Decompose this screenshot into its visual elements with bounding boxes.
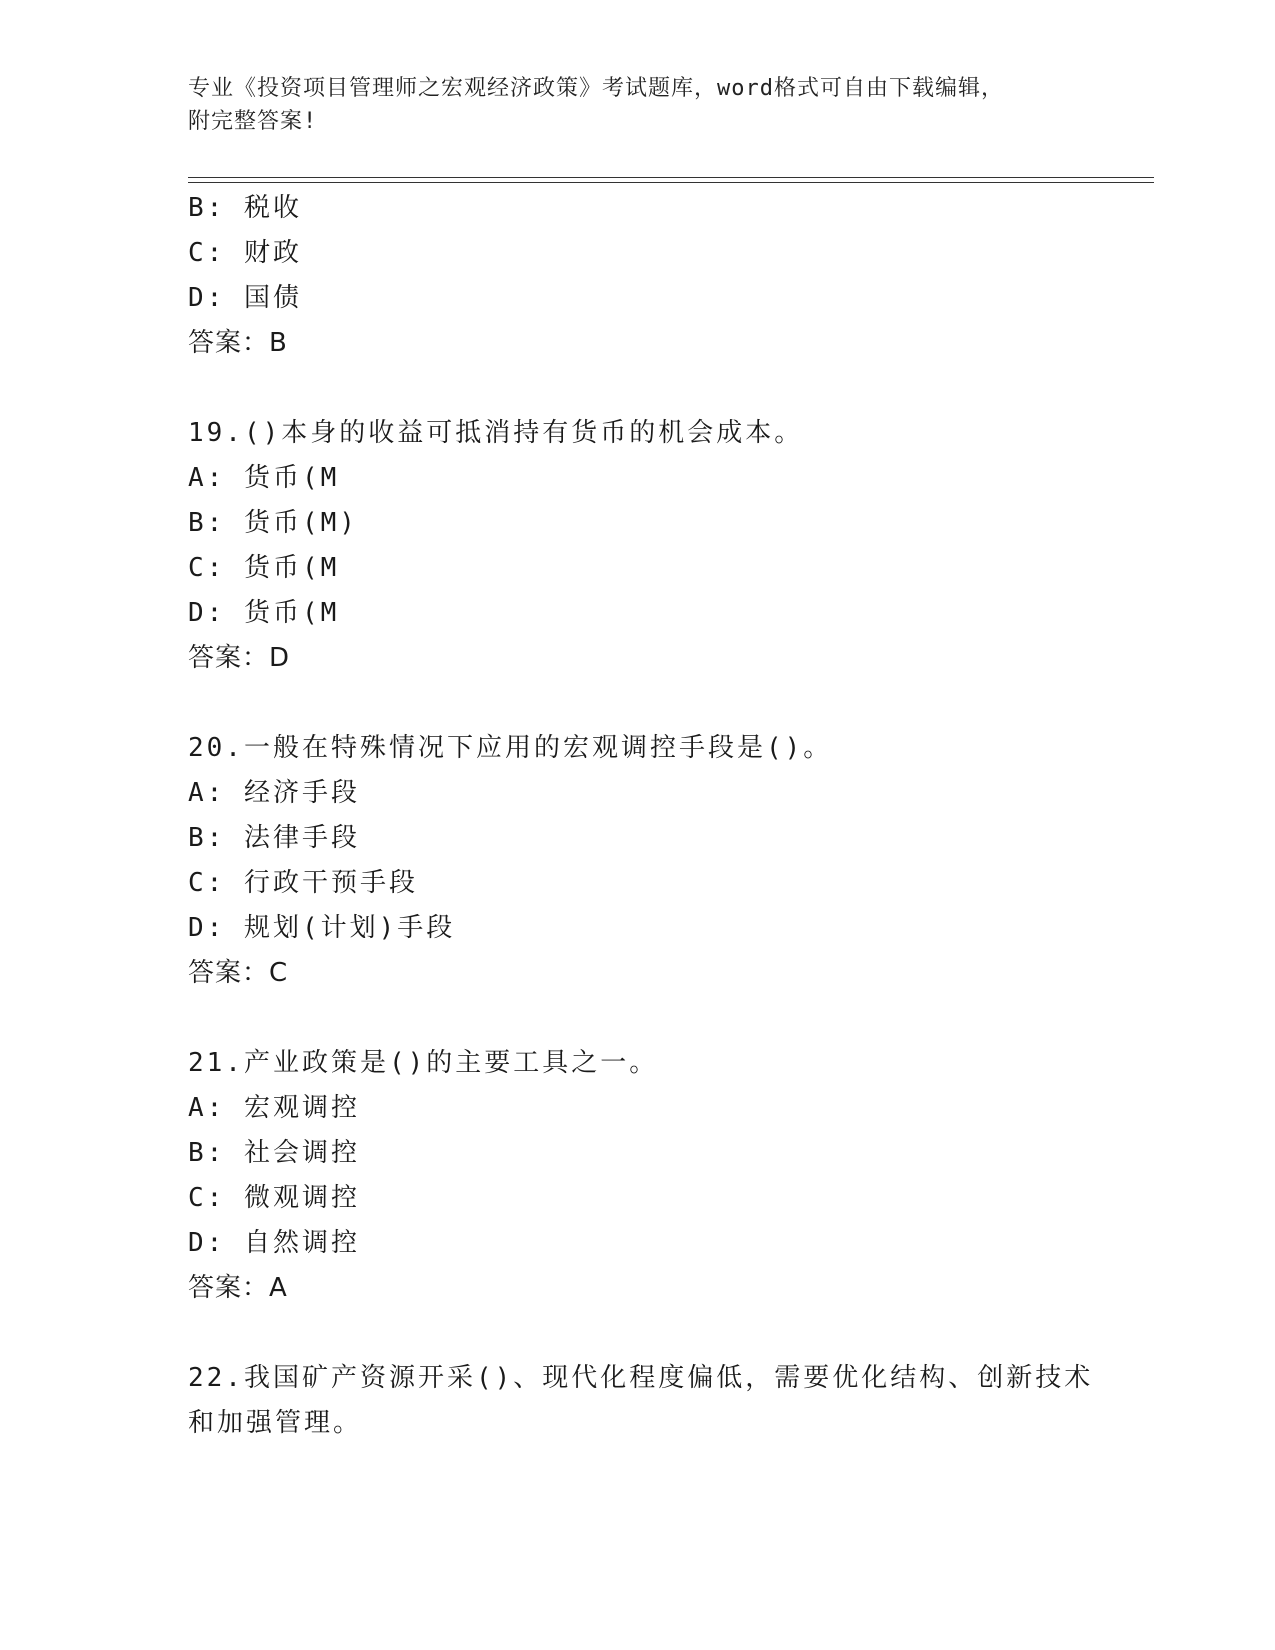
q21-option-c: C: 微观调控 (188, 1183, 360, 1213)
q21-option-a: A: 宏观调控 (188, 1093, 360, 1123)
q19-option-a: A: 货币(M (188, 463, 340, 493)
document-header (188, 72, 1088, 138)
q21-option-b: B: 社会调控 (188, 1138, 360, 1168)
q20-question: 20.一般在特殊情况下应用的宏观调控手段是()。 (188, 733, 833, 763)
q18-option-b: B: 税收 (188, 193, 302, 223)
q19-option-d: D: 货币(M (188, 598, 340, 628)
q19-answer: 答案：D (188, 643, 291, 673)
header-divider-top (188, 177, 1154, 178)
header-line-1: 专业《投资项目管理师之宏观经济政策》考试题库，word格式可自由下载编辑， (188, 76, 1004, 101)
q20-option-d: D: 规划(计划)手段 (188, 913, 456, 943)
q19-question: 19.()本身的收益可抵消持有货币的机会成本。 (188, 418, 804, 448)
q22-question-line-1: 22.我国矿产资源开采()、现代化程度偏低，需要优化结构、创新技术 (188, 1363, 1094, 1393)
q22-question-line-2: 和加强管理。 (188, 1408, 363, 1438)
q18-answer: 答案：B (188, 328, 288, 358)
q21-answer: 答案：A (188, 1273, 288, 1303)
q21-question: 21.产业政策是()的主要工具之一。 (188, 1048, 659, 1078)
q20-option-a: A: 经济手段 (188, 778, 360, 808)
q20-answer: 答案：C (188, 958, 289, 988)
header-divider-bottom (188, 182, 1154, 183)
q20-option-c: C: 行政干预手段 (188, 868, 418, 898)
q19-option-c: C: 货币(M (188, 553, 340, 583)
q21-option-d: D: 自然调控 (188, 1228, 360, 1258)
q18-option-c: C: 财政 (188, 238, 302, 268)
q20-option-b: B: 法律手段 (188, 823, 360, 853)
q19-option-b: B: 货币(M) (188, 508, 358, 538)
q18-option-d: D: 国债 (188, 283, 302, 313)
header-line-2: 附完整答案! (188, 109, 318, 134)
